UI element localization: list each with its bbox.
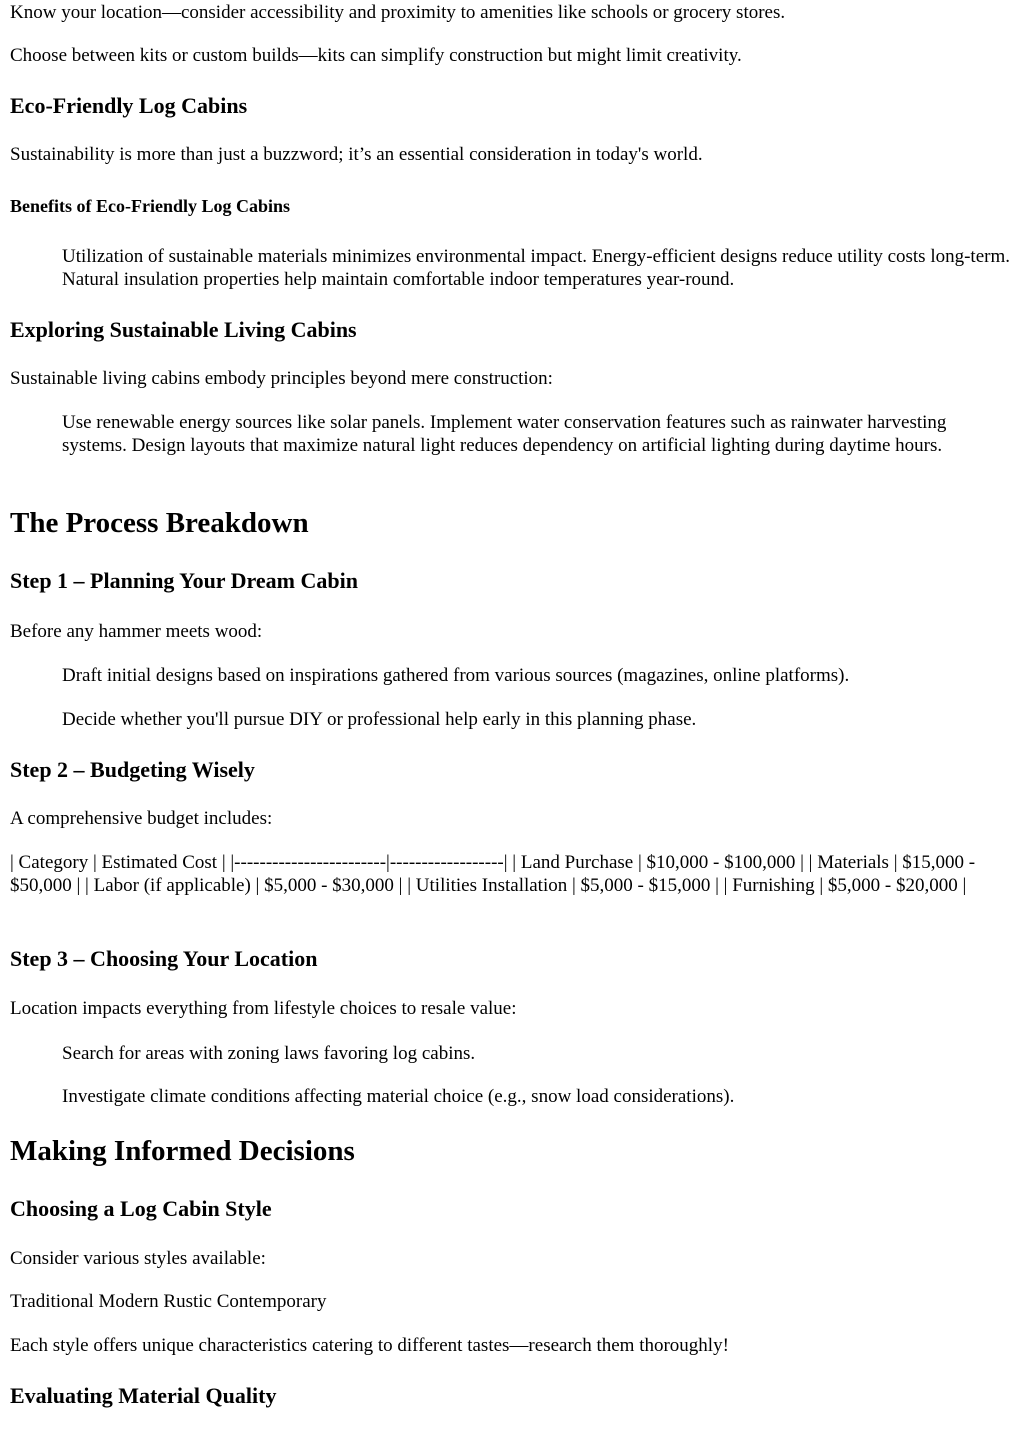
- sustainable-quote: Use renewable energy sources like solar panels. Implement water conservation features such as rainwater harvesting systems. Design layouts that maximize natural light reduces dependency on artificial lighting during daytime hours.: [62, 412, 947, 456]
- heading-eco-benefits: Benefits of Eco-Friendly Log Cabins: [10, 196, 291, 216]
- eco-benefits-quote: Utilization of sustainable materials minimizes environmental impact. Energy-efficient designs reduce utility costs long-term. Natural insulation properties help maintain comfortable indoor temperatures year-round.: [62, 246, 1010, 290]
- sustainable-paragraph: Sustainable living cabins embody principles beyond mere construction:: [10, 368, 553, 389]
- style-list: Traditional Modern Rustic Contemporary: [10, 1291, 327, 1312]
- step3-quote-zoning: Search for areas with zoning laws favoring log cabins.: [62, 1043, 476, 1064]
- eco-paragraph: Sustainability is more than just a buzzword; it’s an essential consideration in today's world.: [10, 144, 703, 165]
- heading-material-quality: Evaluating Material Quality: [10, 1383, 277, 1408]
- heading-informed-decisions: Making Informed Decisions: [10, 1135, 355, 1167]
- step3-quote-climate: Investigate climate conditions affecting material choice (e.g., snow load considerations).: [62, 1086, 735, 1107]
- style-paragraph: Consider various styles available:: [10, 1248, 266, 1269]
- heading-process-breakdown: The Process Breakdown: [10, 507, 309, 539]
- style-paragraph-research: Each style offers unique characteristics catering to different tastes—research them thoroughly!: [10, 1335, 729, 1356]
- step2-paragraph: A comprehensive budget includes:: [10, 808, 273, 829]
- heading-step-2: Step 2 – Budgeting Wisely: [10, 757, 255, 782]
- step1-quote-designs: Draft initial designs based on inspirations gathered from various sources (magazines, online platforms).: [62, 665, 850, 686]
- heading-sustainable-living: Exploring Sustainable Living Cabins: [10, 317, 357, 342]
- heading-step-1: Step 1 – Planning Your Dream Cabin: [10, 568, 358, 593]
- step3-paragraph: Location impacts everything from lifestyle choices to resale value:: [10, 998, 517, 1019]
- heading-eco-friendly: Eco-Friendly Log Cabins: [10, 93, 248, 118]
- intro-paragraph-kits: Choose between kits or custom builds—kits can simplify construction but might limit creativity.: [10, 45, 742, 66]
- step1-quote-diy: Decide whether you'll pursue DIY or professional help early in this planning phase.: [62, 709, 697, 730]
- budget-table-text: | Category | Estimated Cost | |------------------------|------------------| | Land Purchase | $10,000 - $100,000 | | Materials | $15,000 - $50,000 | | Labor (if applicable) | $5,000 - $30,000 | | Utilities Installation | $5,000 - $15,000 | | Furnishing | $5,000 - $20,000 |: [10, 852, 976, 896]
- step1-paragraph: Before any hammer meets wood:: [10, 621, 263, 642]
- heading-step-3: Step 3 – Choosing Your Location: [10, 946, 318, 971]
- heading-cabin-style: Choosing a Log Cabin Style: [10, 1196, 272, 1221]
- intro-paragraph-location: Know your location—consider accessibility and proximity to amenities like schools or grocery stores.: [10, 2, 786, 23]
